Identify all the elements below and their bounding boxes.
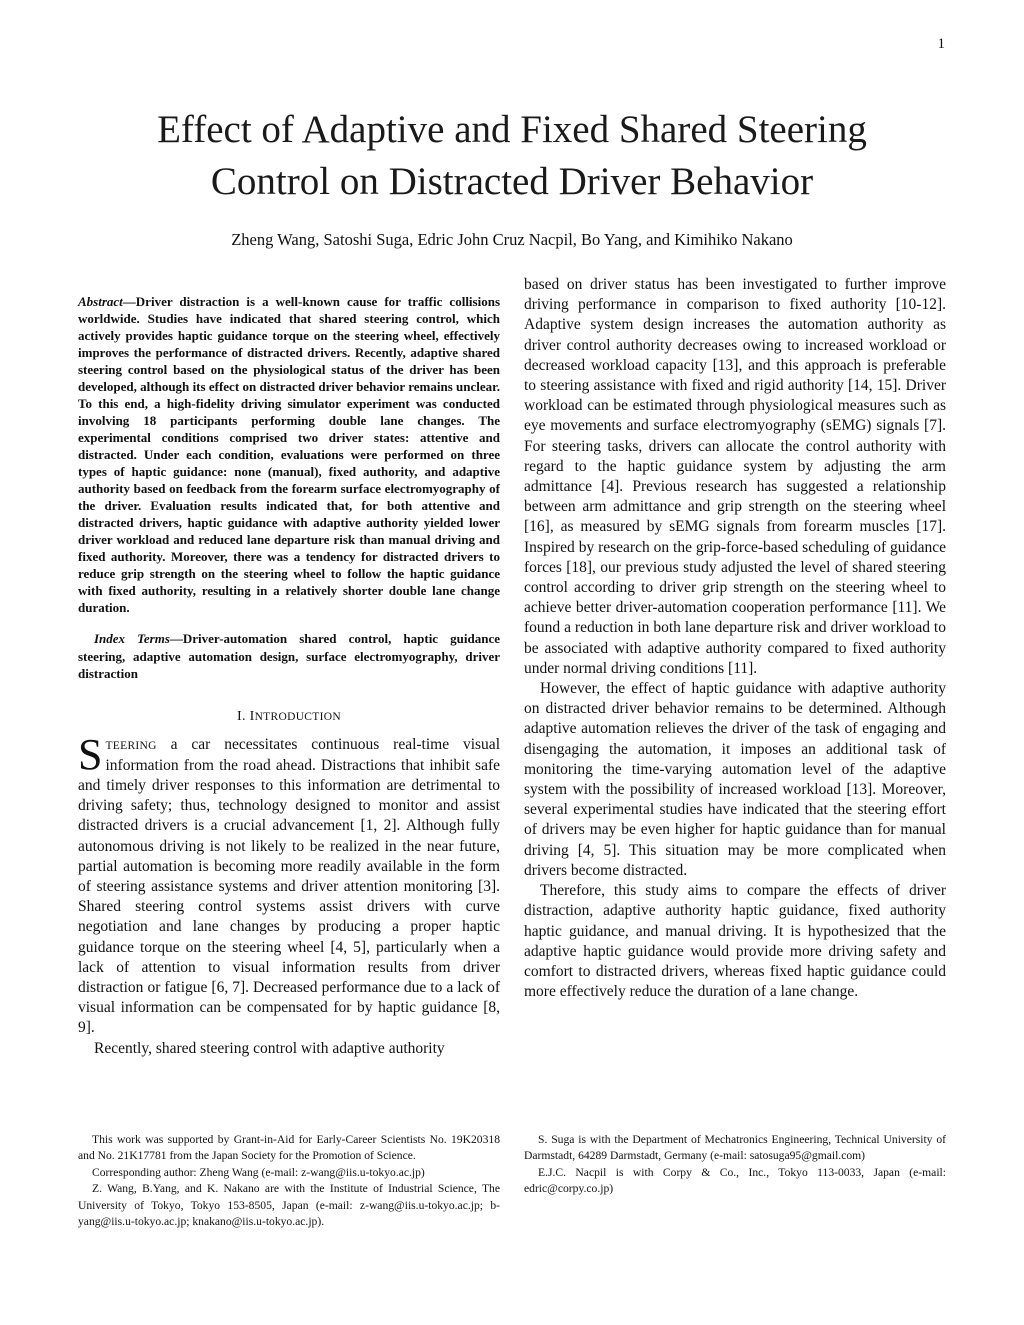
intro-paragraph-1-text: a car necessitates continuous real-time visual information from the road ahead. Distractions that inhibit safe and timely driver responses to this information are detrimental to driving safety; thus, technology designed to monitor and assist distracted drivers is a crucial advancement [1, 2]. Although fully autonomous driving is not likely to be realized in the near future, partial automation is becoming more readily available in the form of steering assistance systems and driver attention monitoring [3]. Shared steering control systems assist drivers with curve negotiation and lane changes by producing a proper haptic guidance torque on the steering wheel [4, 5], particularly when a lack of attention to visual information results from driver distraction or fatigue [6, 7]. Decreased performance due to a lack of visual information can be compensated for by haptic guidance [8, 9]. xyxy=(78,735,500,1037)
intro-paragraph-2-continued: based on driver status has been investigated to further improve driving performance in comparison to fixed authority [10-12]. Adaptive system design increases the automation authority as driver control authority decreases owing to increased workload or decreased workload capacity [13], and this approach is preferable to steering assistance with fixed and rigid authority [14, 15]. Driver workload can be estimated through physiological measures such as eye movements and surface electromyography (sEMG) signals [7]. For steering tasks, drivers can allocate the control authority with regard to the haptic guidance system by adjusting the arm admittance [4]. Previous research has suggested a relationship between arm admittance and grip strength on the steering wheel [16], as measured by sEMG signals from forearm muscles [17]. Inspired by research on the grip-force-based scheduling of guidance forces [18], our previous study adjusted the level of shared steering control according to driver grip strength on the steering wheel to achieve better driver-automation cooperation performance [11]. We found a reduction in both lane departure risk and driver workload to be associated with adaptive authority compared to fixed authority under normal driving conditions [11]. xyxy=(524,276,946,677)
abstract-dash: — xyxy=(122,294,136,309)
title-line-1: Effect of Adaptive and Fixed Shared Steering xyxy=(157,108,867,151)
footnote-affiliation-darmstadt: S. Suga is with the Department of Mechatronics Engineering, Technical University of Darmstadt, 64289 Darmstadt, Germany (e-mail: satosuga95@gmail.com) xyxy=(524,1133,946,1163)
paper-title xyxy=(60,104,964,208)
section-heading-introduction xyxy=(78,709,500,725)
author-list: Zheng Wang, Satoshi Suga, Edric John Cruz Nacpil, Bo Yang, and Kimihiko Nakano xyxy=(231,230,793,249)
section-rest: NTRODUCTION xyxy=(254,710,341,723)
index-terms xyxy=(78,630,500,683)
footnote-funding: This work was supported by Grant-in-Aid for Early-Career Scientists No. 19K20318 and No. 21K17781 from the Japan Society for the Promotion of Science. xyxy=(78,1133,500,1163)
abstract xyxy=(78,293,500,616)
intro-paragraph-2-start: Recently, shared steering control with adaptive authority xyxy=(94,1039,445,1057)
abstract-label: Abstract xyxy=(78,294,123,309)
intro-paragraph-4: Therefore, this study aims to compare the effects of driver distraction, adaptive authority haptic guidance, fixed authority haptic guidance, and manual driving. It is hypothesized that the adaptive haptic guidance would provide more driving safety and comfort to distracted drivers, whereas fixed haptic guidance could more effectively reduce the duration of a lane change. xyxy=(524,882,946,1001)
intro-paragraph-3: However, the effect of haptic guidance with adaptive authority on distracted driver behavior remains to be determined. Although adaptive automation relieves the driver of the task of engaging and disengaging the automation, it imposes an additional task of monitoring the time-varying automation level of the adaptive system with the possibility of increased workload [13]. Moreover, several experimental studies have indicated that the steering effort of drivers may be even higher for haptic guidance than for manual driving [4, 5]. This situation may be more complicated when drivers become distracted. xyxy=(524,680,946,879)
abstract-text: Driver distraction is a well-known cause for traffic collisions worldwide. Studies have indicated that shared steering control, which actively provides haptic guidance torque on the steering wheel, effectively improves the performance of distracted drivers. Recently, adaptive shared steering control based on the physiological status of the driver has been developed, although its effect on distracted driver behavior remains unclear. To this end, a high-fidelity driving simulator experiment was conducted involving 18 participants performing double lane changes. The experimental conditions comprised two driver states: attentive and distracted. Under each condition, evaluations were performed on three types of haptic guidance: none (manual), fixed authority, and adaptive authority based on feedback from the forearm surface electromyography of the driver. Evaluation results indicated that, for both attentive and distracted drivers, haptic guidance with adaptive authority yielded lower driver workload and reduced lane departure risk than manual driving and fixed authority. Moreover, there was a tendency for distracted drivers to reduce grip strength on the steering wheel to follow the haptic guidance with fixed authority, resulting in a relatively shorter double lane change duration. xyxy=(78,294,500,615)
index-terms-dash: — xyxy=(169,631,183,646)
footnote-corresponding-author: Corresponding author: Zheng Wang (e-mail: z-wang@iis.u-tokyo.ac.jp) xyxy=(92,1165,425,1179)
left-column xyxy=(78,275,500,1059)
intro-paragraph-1 xyxy=(78,729,500,1039)
footnote-affiliation-corpy: E.J.C. Nacpil is with Corpy & Co., Inc., Tokyo 113-0033, Japan (e-mail: edric@corpy.co.jp) xyxy=(524,1165,946,1196)
section-first-letter: I xyxy=(249,708,255,724)
lead-word: TEERING xyxy=(105,739,157,752)
section-numeral: I. xyxy=(237,708,250,724)
index-terms-text: Driver-automation shared control, haptic guidance steering, adaptive automation design, surface electromyography, driver distraction xyxy=(78,631,500,681)
footnotes-right xyxy=(524,1132,946,1198)
footnote-affiliation-tokyo: Z. Wang, B.Yang, and K. Nakano are with the Institute of Industrial Science, The University of Tokyo, Tokyo 153-8505, Japan (e-mail: z-wang@iis.u-tokyo.ac.jp; b-yang@iis.u-tokyo.ac.jp; knakano@iis.u-tokyo.ac.jp). xyxy=(78,1182,500,1229)
index-terms-label: Index Terms xyxy=(94,631,170,646)
right-column xyxy=(524,275,946,1002)
footnotes-left xyxy=(78,1132,500,1230)
page-number: 1 xyxy=(937,36,945,52)
title-line-2: Control on Distracted Driver Behavior xyxy=(210,160,814,203)
drop-cap: S xyxy=(78,729,103,779)
